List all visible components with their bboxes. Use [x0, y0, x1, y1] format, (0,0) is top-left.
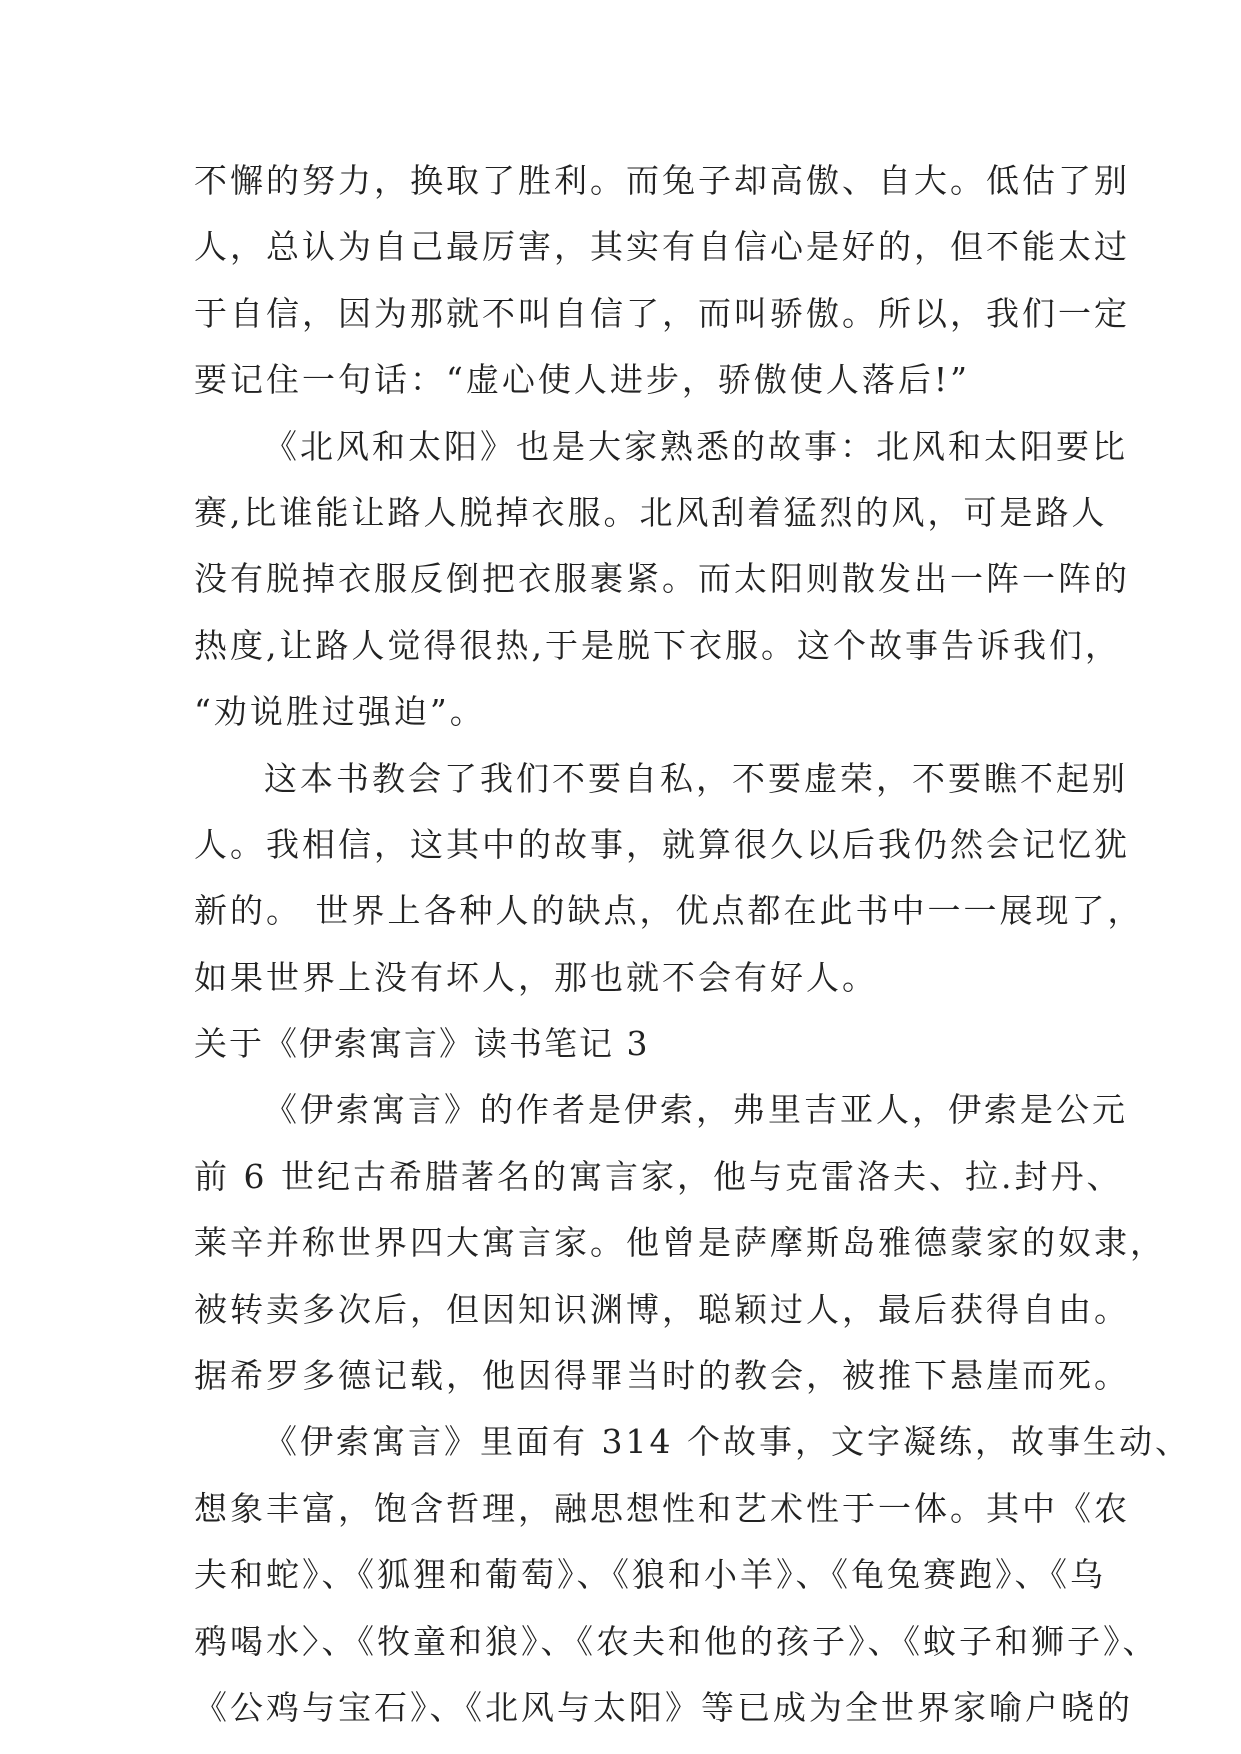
paragraph-start-line: 《伊索寓言》里面有 314 个故事，文字凝练，故事生动、 [264, 1422, 1191, 1462]
text-line: 于自信，因为那就不叫自信了，而叫骄傲。所以，我们一定 [194, 293, 1130, 333]
text-line: 人，总认为自己最厉害，其实有自信心是好的，但不能太过 [194, 227, 1130, 267]
text-line: 人。我相信，这其中的故事，就算很久以后我仍然会记忆犹 [194, 824, 1130, 864]
text-line: 没有脱掉衣服反倒把衣服裹紧。而太阳则散发出一阵一阵的 [194, 559, 1130, 599]
text-line: “劝说胜过强迫”。 [194, 692, 486, 732]
text-line: 莱辛并称世界四大寓言家。他曾是萨摩斯岛雅德蒙家的奴隶， [194, 1223, 1166, 1263]
text-line: 热度,让路人觉得很热,于是脱下衣服。这个故事告诉我们， [194, 625, 1121, 665]
text-line: 鸦喝水〉、《牧童和狼》、《农夫和他的孩子》、《蚊子和狮子》、 [194, 1621, 1159, 1661]
text-line: 据希罗多德记载，他因得罪当时的教会，被推下悬崖而死。 [194, 1356, 1130, 1396]
text-line: 《公鸡与宝石》、《北风与太阳》等已成为全世界家喻户晓的 [194, 1687, 1133, 1727]
section-heading: 关于《伊索寓言》读书笔记 3 [194, 1024, 650, 1064]
text-line: 不懈的努力，换取了胜利。而兔子却高傲、自大。低估了别 [194, 161, 1130, 200]
text-line: 赛,比谁能让路人脱掉衣服。北风刮着猛烈的风，可是路人 [194, 492, 1108, 532]
text-line: 前 6 世纪古希腊著名的寓言家，他与克雷洛夫、拉.封丹、 [194, 1156, 1123, 1196]
text-line: 被转卖多次后，但因知识渊博，聪颖过人，最后获得自由。 [194, 1289, 1130, 1329]
paragraph-start-line: 这本书教会了我们不要自私，不要虚荣，不要瞧不起别 [264, 758, 1128, 798]
paragraph-start-line: 《伊索寓言》的作者是伊索，弗里吉亚人，伊索是公元 [264, 1090, 1128, 1130]
text-line: 新的。 世界上各种人的缺点，优点都在此书中一一展现了， [194, 891, 1144, 931]
text-line: 如果世界上没有坏人，那也就不会有好人。 [194, 957, 878, 997]
text-line: 要记住一句话：“虚心使人进步，骄傲使人落后!” [194, 360, 971, 400]
text-line: 想象丰富，饱含哲理，融思想性和艺术性于一体。其中《农 [194, 1488, 1130, 1528]
text-line: 夫和蛇》、《狐狸和葡萄》、《狼和小羊》、《龟兔赛跑》、《乌 [194, 1555, 1106, 1595]
paragraph-start-line: 《北风和太阳》也是大家熟悉的故事：北风和太阳要比 [264, 426, 1128, 466]
document-body [194, 148, 1191, 1741]
